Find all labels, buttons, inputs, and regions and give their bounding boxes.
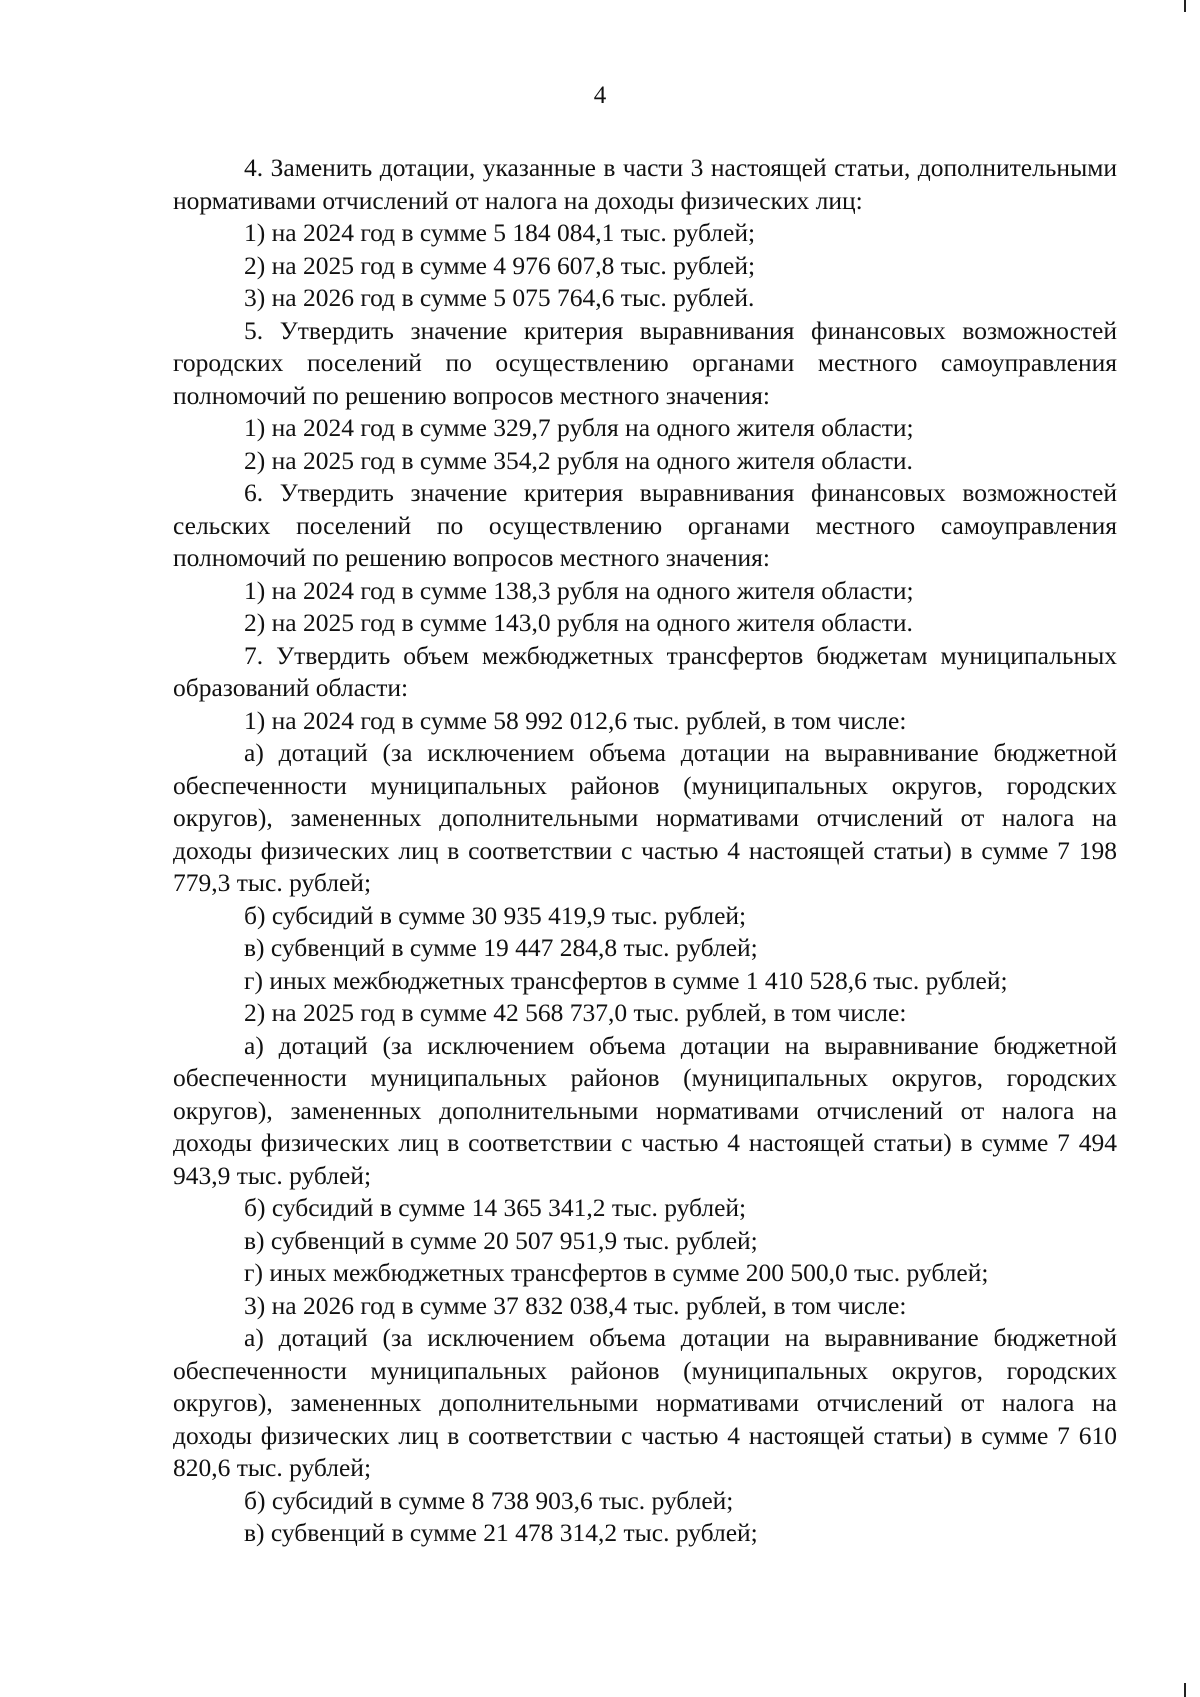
clause-7-item-3-b: б) субсидий в сумме 8 738 903,6 тыс. рублей;: [244, 1485, 734, 1515]
clause-7-item-3-a: а) дотаций (за исключением объема дотации на выравнивание бюджетной обеспеченности муниципальных районов (муниципальных округов, городских округов), замененных дополнительными нормативами отчислений от налога на доходы физических лиц в соответствии с частью 4 настоящей статьи) в сумме 7 610 820,6 тыс. рублей;: [173, 1323, 1117, 1482]
clause-5: 5. Утвердить значение критерия выравнивания финансовых возможностей городских поселений по осуществлению органами местного самоуправления полномочий по решению вопросов местного значения:: [173, 315, 1117, 410]
clause-7-item-2-d: г) иных межбюджетных трансфертов в сумме 200 500,0 тыс. рублей;: [244, 1258, 989, 1287]
scan-edge-mark-bottom: [1184, 1683, 1186, 1697]
clause-7-item-3-c: в) субвенций в сумме 21 478 314,2 тыс. рублей;: [244, 1518, 758, 1547]
clause-6-item-1: 1) на 2024 год в сумме 138,3 рубля на одного жителя области;: [244, 575, 914, 605]
scan-edge-mark-top: [1184, 0, 1186, 12]
document-body: [173, 152, 1117, 1550]
clause-7: 7. Утвердить объем межбюджетных трансфертов бюджетам муниципальных образований области:: [173, 640, 1117, 702]
clause-5-item-2: 2) на 2025 год в сумме 354,2 рубля на одного жителя области.: [244, 445, 913, 475]
clause-7-item-3: 3) на 2026 год в сумме 37 832 038,4 тыс. рублей, в том числе:: [244, 1290, 907, 1320]
clause-7-item-2: 2) на 2025 год в сумме 42 568 737,0 тыс. рублей, в том числе:: [244, 998, 907, 1027]
clause-4-item-2: 2) на 2025 год в сумме 4 976 607,8 тыс. рублей;: [244, 250, 756, 280]
clause-7-item-1-c: в) субвенций в сумме 19 447 284,8 тыс. рублей;: [244, 933, 758, 962]
clause-7-item-2-a: а) дотаций (за исключением объема дотации на выравнивание бюджетной обеспеченности муниципальных районов (муниципальных округов, городских округов), замененных дополнительными нормативами отчислений от налога на доходы физических лиц в соответствии с частью 4 настоящей статьи) в сумме 7 494 943,9 тыс. рублей;: [173, 1030, 1117, 1190]
clause-7-item-1-b: б) субсидий в сумме 30 935 419,9 тыс. рублей;: [244, 900, 747, 930]
clause-4: 4. Заменить дотации, указанные в части 3 настоящей статьи, дополнительными нормативами отчислений от налога на доходы физических лиц:: [173, 153, 1117, 215]
clause-7-item-1: 1) на 2024 год в сумме 58 992 012,6 тыс. рублей, в том числе:: [244, 705, 907, 735]
clause-6-item-2: 2) на 2025 год в сумме 143,0 рубля на одного жителя области.: [244, 608, 913, 637]
clause-7-item-2-b: б) субсидий в сумме 14 365 341,2 тыс. рублей;: [244, 1193, 747, 1222]
clause-5-item-1: 1) на 2024 год в сумме 329,7 рубля на одного жителя области;: [244, 413, 914, 442]
clause-7-item-2-c: в) субвенций в сумме 20 507 951,9 тыс. рублей;: [244, 1225, 758, 1255]
clause-4-item-3: 3) на 2026 год в сумме 5 075 764,6 тыс. рублей.: [244, 283, 755, 312]
clause-7-item-1-d: г) иных межбюджетных трансфертов в сумме 1 410 528,6 тыс. рублей;: [244, 965, 1008, 995]
clause-4-item-1: 1) на 2024 год в сумме 5 184 084,1 тыс. рублей;: [244, 218, 756, 247]
page-number: 4: [593, 82, 607, 109]
clause-7-item-1-a: а) дотаций (за исключением объема дотации на выравнивание бюджетной обеспеченности муниципальных районов (муниципальных округов, городских округов), замененных дополнительными нормативами отчислений от налога на доходы физических лиц в соответствии с частью 4 настоящей статьи) в сумме 7 198 779,3 тыс. рублей;: [173, 738, 1117, 897]
clause-6: 6. Утвердить значение критерия выравнивания финансовых возможностей сельских поселений по осуществлению органами местного самоуправления полномочий по решению вопросов местного значения:: [173, 478, 1117, 572]
